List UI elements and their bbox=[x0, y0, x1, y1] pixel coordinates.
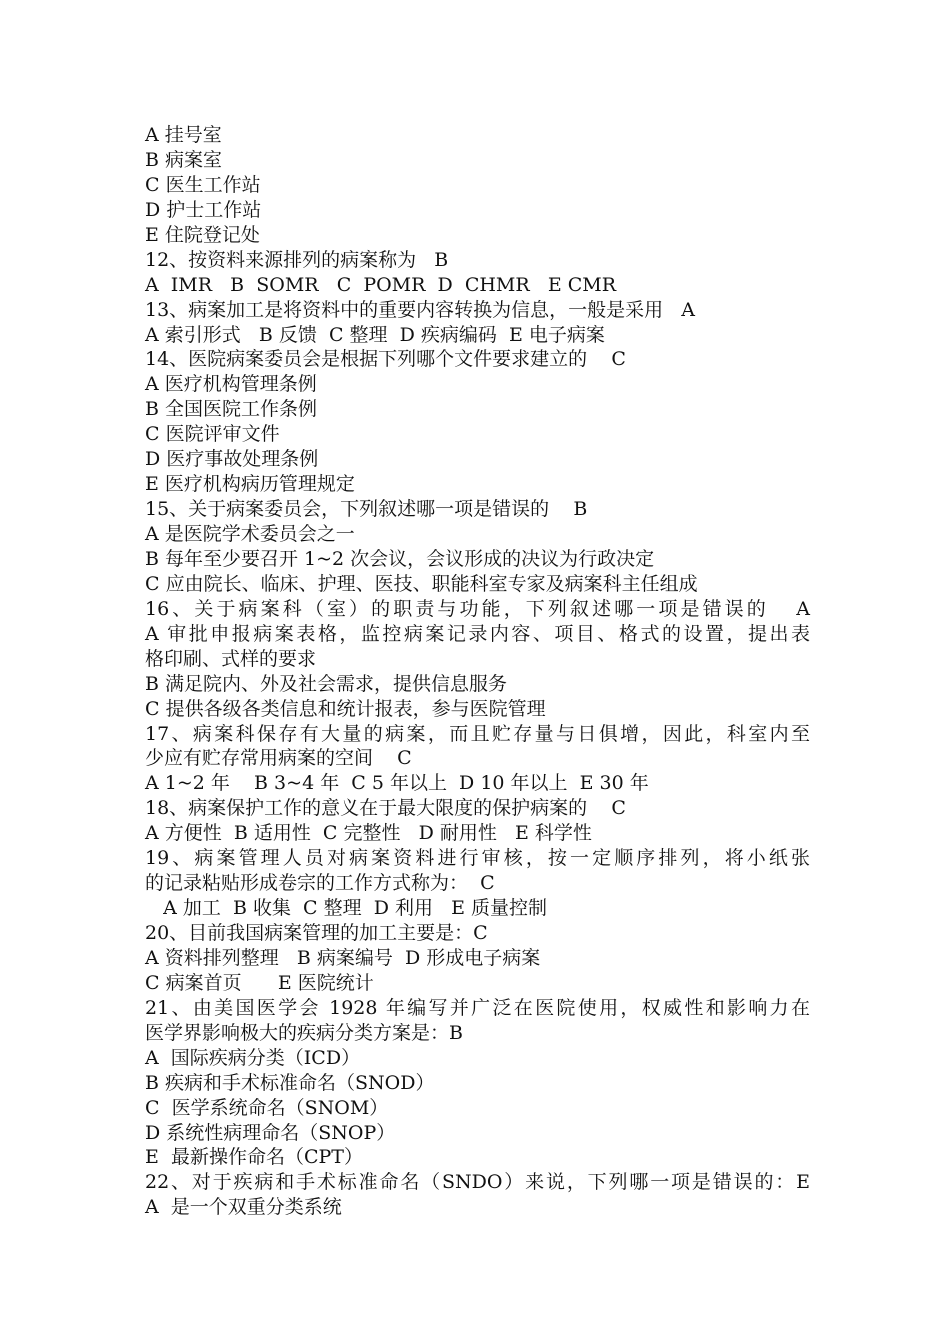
text-line: B 全国医院工作条例 bbox=[145, 398, 318, 421]
document-body bbox=[145, 123, 810, 1220]
text-line: 格印刷、式样的要求 bbox=[145, 647, 317, 670]
text-line: A 索引形式 B 反馈 C 整理 D 疾病编码 E 电子病案 bbox=[145, 323, 605, 346]
question-17: 17、病案科保存有大量的病案，而且贮存量与日俱增，因此，科室内至 bbox=[145, 722, 810, 745]
text-line: B 病案室 bbox=[145, 148, 223, 171]
text-line: A 医疗机构管理条例 bbox=[145, 373, 317, 396]
text-line: 少应有贮存常用病案的空间 C bbox=[145, 747, 412, 770]
text-line: B 疾病和手术标准命名（SNOD） bbox=[145, 1071, 435, 1094]
text-line: A 1~2 年 B 3~4 年 C 5 年以上 D 10 年以上 E 30 年 bbox=[145, 772, 649, 795]
text-line: D 系统性病理命名（SNOP） bbox=[145, 1121, 396, 1144]
text-line: A 挂号室 bbox=[145, 124, 222, 146]
text-line: A 加工 B 收集 C 整理 D 利用 E 质量控制 bbox=[145, 897, 547, 920]
text-line: E 最新操作命名（CPT） bbox=[145, 1146, 363, 1169]
text-line: 医学界影响极大的疾病分类方案是：B bbox=[145, 1021, 463, 1044]
question-12: 12、按资料来源排列的病案称为 B bbox=[145, 248, 449, 271]
text-line: A 资料排列整理 B 病案编号 D 形成电子病案 bbox=[145, 946, 541, 969]
text-line: E 住院登记处 bbox=[145, 223, 260, 246]
text-line: A 是一个双重分类系统 bbox=[145, 1196, 342, 1219]
text-line: C 病案首页 E 医院统计 bbox=[145, 971, 374, 994]
question-21: 21、由美国医学会 1928 年编写并广泛在医院使用，权威性和影响力在 bbox=[145, 996, 810, 1019]
text-line: E 医疗机构病历管理规定 bbox=[145, 473, 355, 496]
text-line: D 护士工作站 bbox=[145, 198, 262, 221]
question-13: 13、病案加工是将资料中的重要内容转换为信息，一般是采用 A bbox=[145, 298, 696, 321]
text-line: C 应由院长、临床、护理、医技、职能科室专家及病案科主任组成 bbox=[145, 572, 698, 595]
text-line: A 是医院学术委员会之一 bbox=[145, 523, 355, 545]
text-line: C 医院评审文件 bbox=[145, 423, 280, 446]
text-line: C 医学系统命名（SNOM） bbox=[145, 1096, 389, 1119]
question-15: 15、关于病案委员会，下列叙述哪一项是错误的 B bbox=[145, 498, 588, 521]
question-20: 20、目前我国病案管理的加工主要是：C bbox=[145, 922, 488, 944]
question-18: 18、病案保护工作的意义在于最大限度的保护病案的 C bbox=[145, 797, 626, 820]
text-line: B 满足院内、外及社会需求，提供信息服务 bbox=[145, 672, 508, 695]
question-22: 22、对于疾病和手术标准命名（SNDO）来说，下列哪一项是错误的：E bbox=[145, 1171, 810, 1194]
text-line: D 医疗事故处理条例 bbox=[145, 448, 319, 471]
text-line: A IMR B SOMR C POMR D CHMR E CMR bbox=[145, 273, 617, 296]
text-line: C 医生工作站 bbox=[145, 173, 261, 196]
text-line: B 每年至少要召开 1~2 次会议，会议形成的决议为行政决定 bbox=[145, 547, 655, 570]
text-line: C 提供各级各类信息和统计报表，参与医院管理 bbox=[145, 697, 546, 720]
question-14: 14、医院病案委员会是根据下列哪个文件要求建立的 C bbox=[145, 348, 626, 371]
text-line: A 审批申报病案表格，监控病案记录内容、项目、格式的设置，提出表 bbox=[145, 622, 810, 645]
text-line: A 方便性 B 适用性 C 完整性 D 耐用性 E 科学性 bbox=[145, 822, 592, 845]
text-line: 的记录粘贴形成卷宗的工作方式称为： C bbox=[145, 872, 495, 895]
question-16: 16、关于病案科（室）的职责与功能，下列叙述哪一项是错误的 A bbox=[145, 597, 810, 620]
question-19: 19、病案管理人员对病案资料进行审核，按一定顺序排列，将小纸张 bbox=[145, 847, 810, 870]
text-line: A 国际疾病分类（ICD） bbox=[145, 1046, 361, 1069]
